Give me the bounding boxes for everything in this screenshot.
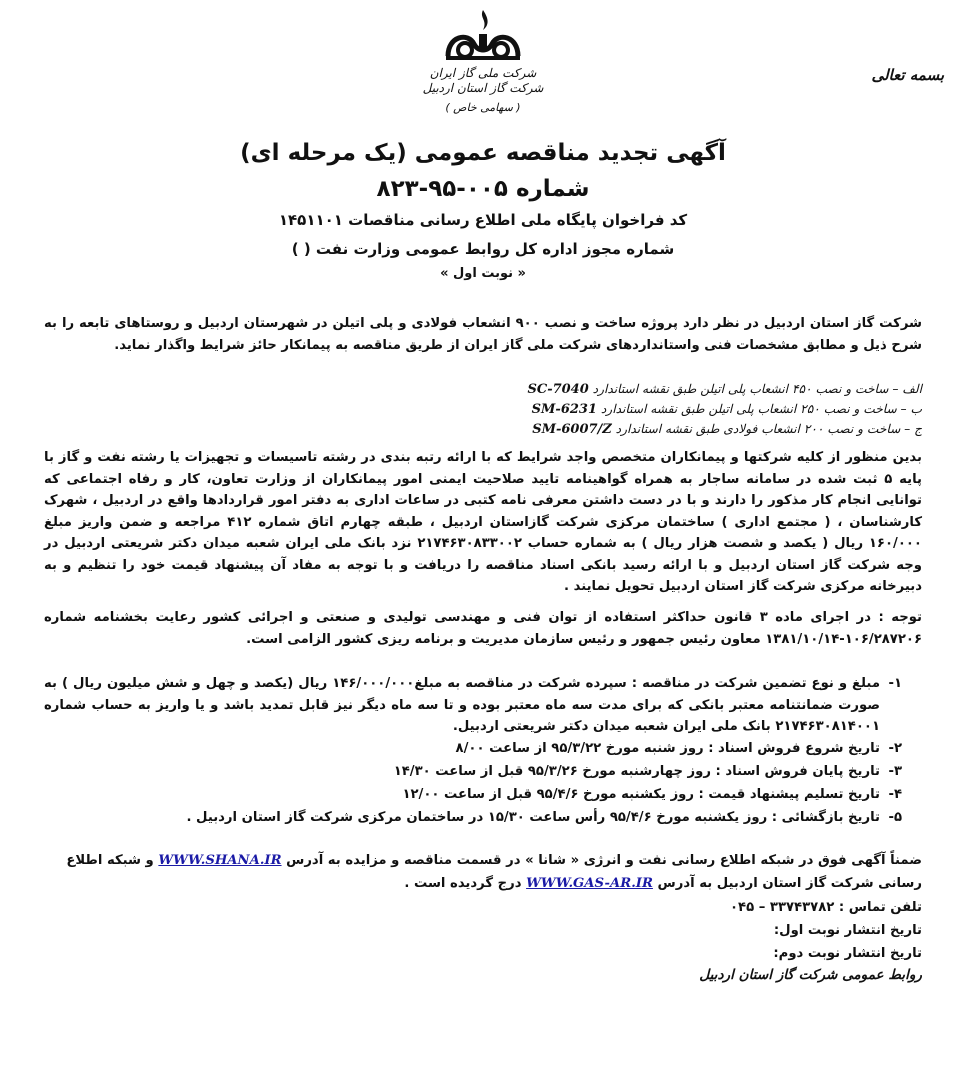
condition-text: مبلغ و نوع تضمین شرکت در مناقصه : سپرده شرکت در مناقصه به مبلغ۱۴۶/۰۰۰/۰۰۰ ریال (یکصد و چهل و شش میلیون ریال ) به صورت ضمانتنامه معتبر بانکی که برای مدت سه ماه معتبر بوده و تا سه ماه دیگر نیز قابل تمدید باشد و یا واریز به حساب شماره ۲۱۷۴۶۳۰۸۱۴۰۰۱ بانک ملی ایران شعبه میدان دکتر شریعتی اردبیل. — [44, 676, 880, 734]
condition-number: ۴- — [888, 787, 902, 802]
license-number: شماره مجوز اداره کل روابط عمومی وزارت نفت ( ) — [291, 240, 675, 258]
item-description: الف – ساخت و نصب ۴۵۰ انشعاب پلی اتیلن طبق نقشه استاندارد — [592, 382, 922, 396]
condition-text: تاریخ پایان فروش اسناد : روز چهارشنبه مورخ ۹۵/۳/۲۶ قبل از ساعت ۱۴/۳۰ — [393, 764, 880, 779]
footer-text: درج گردیده است . — [404, 876, 522, 891]
publish-date-second: تاریخ انتشار نوبت دوم: — [773, 946, 922, 961]
bismillah-heading: بسمه تعالی — [871, 66, 944, 84]
call-code: کد فراخوان پایگاه ملی اطلاع رسانی مناقصات ۱۴۵۱۱۰۱ — [278, 211, 688, 229]
list-item — [532, 419, 922, 440]
item-standard-code: SC-7040 — [527, 382, 589, 397]
footer-text: و شبکه اطلاع — [66, 853, 154, 868]
list-item — [532, 399, 922, 420]
condition-number: ۲- — [888, 741, 902, 756]
condition-text: تاریخ بازگشائی : روز یکشنبه مورخ ۹۵/۴/۶ رأس ساعت ۱۵/۳۰ در ساختمان مرکزی شرکت گاز استان اردبیل . — [186, 810, 880, 825]
intro-paragraph: شرکت گاز استان اردبیل در نظر دارد پروژه ساخت و نصب ۹۰۰ انشعاب فولادی و پلی اتیلن در شهرستان اردبیل و روستاهای تابعه را به شرح ذیل و مطابق مشخصات فنی واستانداردهای شرکت ملی گاز ایران از طریق مناقصه به پیمانکار حائز شرایط واگذار نماید. — [44, 316, 922, 353]
signature: روابط عمومی شرکت گاز استان اردبیل — [699, 967, 922, 983]
condition-text: تاریخ شروع فروش اسناد : روز شنبه مورخ ۹۵/۳/۲۲ از ساعت ۸/۰۰ — [455, 741, 880, 756]
footer-shana-line — [66, 850, 922, 871]
footer-text: ضمناً آگهی فوق در شبکه اطلاع رسانی نفت و انرژی « شانا » در قسمت مناقصه و مزایده به آدرس — [286, 853, 922, 868]
company-type-line: ( سهامی خاص ) — [445, 101, 521, 114]
item-standard-code: SM-6231 — [531, 402, 597, 417]
item-description: ب – ساخت و نصب ۲۵۰ انشعاب پلی اتیلن طبق نقشه استاندارد — [600, 402, 922, 416]
item-standard-code: SM-6007/Z — [532, 422, 612, 437]
condition-number: ۵- — [888, 810, 902, 825]
page-title: آگهی تجدید مناقصه عمومی (یک مرحله ای) — [240, 140, 726, 166]
list-item — [527, 379, 922, 400]
shana-link[interactable]: WWW.SHANA.IR — [158, 853, 282, 868]
item-description: ج – ساخت و نصب ۲۰۰ انشعاب فولادی طبق نقشه استاندارد — [615, 422, 922, 436]
condition-number: ۳- — [888, 764, 902, 779]
main-paragraph: بدین منظور از کلیه شرکتها و پیمانکاران متخصص واجد شرایط که با ارائه رتبه بندی در رشته تاسیسات و تجهیزات یا رشته نفت و گاز با پایه ۵ ثبت شده در سامانه ساجار به همراه گواهینامه تایید صلاحیت ایمنی امور پیمانکاران از وزارت تعاون، کار و رفاه اجتماعی که توانایی انجام کار مذکور را دارند و با در دست داشتن معرفی نامه کتبی در ساعات اداری به دفتر امور قراردادها واقع در اردبیل ، شهرک کارشناسان ، ( مجتمع اداری ) ساختمان مرکزی شرکت گازاستان اردبیل ، طبقه چهارم اتاق شماره ۴۱۲ مراجعه و ضمن واریز مبلغ ۱۶۰/۰۰۰ ریال ( یکصد و شصت هزار ریال ) به شماره حساب ۲۱۷۴۶۳۰۸۳۳۰۰۲ نزد بانک ملی ایران شعبه میدان دکتر شریعتی اردبیل در وجه شرکت گاز استان اردبیل و با ارائه رسید بانکی اسناد مناقصه را دریافت و با توجه به مفاد آن پیشنهاد قیمت خود را تنظیم و به دبیرخانه مرکزی شرکت گاز استان اردبیل تحویل نمایند . — [44, 450, 923, 594]
note-paragraph: توجه : در اجرای ماده ۳ قانون حداکثر استفاده از توان فنی و مهندسی تولیدی و صنعتی و اجرائی کشور رعایت بخشنامه شماره ۱۰۶/۲۸۷۲۰۶-۱۳۸۱/۱۰/۱۴ معاون رئیس جمهور و رئیس سازمان مدیریت و برنامه ریزی کشور الزامی است. — [44, 610, 922, 647]
footer-text: رسانی شرکت گاز استان اردبیل به آدرس — [657, 876, 922, 891]
contact-phone: تلفن تماس : ۳۳۷۴۳۷۸۲ – ۰۴۵ — [729, 900, 922, 915]
publish-date-first: تاریخ انتشار نوبت اول: — [773, 923, 922, 938]
gas-company-logo-icon — [438, 6, 528, 66]
gas-ar-link[interactable]: WWW.GAS-AR.IR — [526, 876, 653, 891]
condition-number: ۱- — [888, 676, 902, 691]
tender-number: شماره ۰۰۵-۹۵-۸۲۳ — [376, 176, 590, 202]
company-logo-block — [388, 6, 578, 136]
company-name-line2: شرکت گاز استان اردبیل — [422, 81, 544, 95]
round-label: « نوبت اول » — [440, 266, 526, 281]
condition-text: تاریخ تسلیم پیشنهاد قیمت : روز یکشنبه مورخ ۹۵/۴/۶ قبل از ساعت ۱۲/۰۰ — [402, 787, 880, 802]
footer-company-line — [404, 873, 922, 894]
company-name-line1: شرکت ملی گاز ایران — [429, 66, 537, 80]
